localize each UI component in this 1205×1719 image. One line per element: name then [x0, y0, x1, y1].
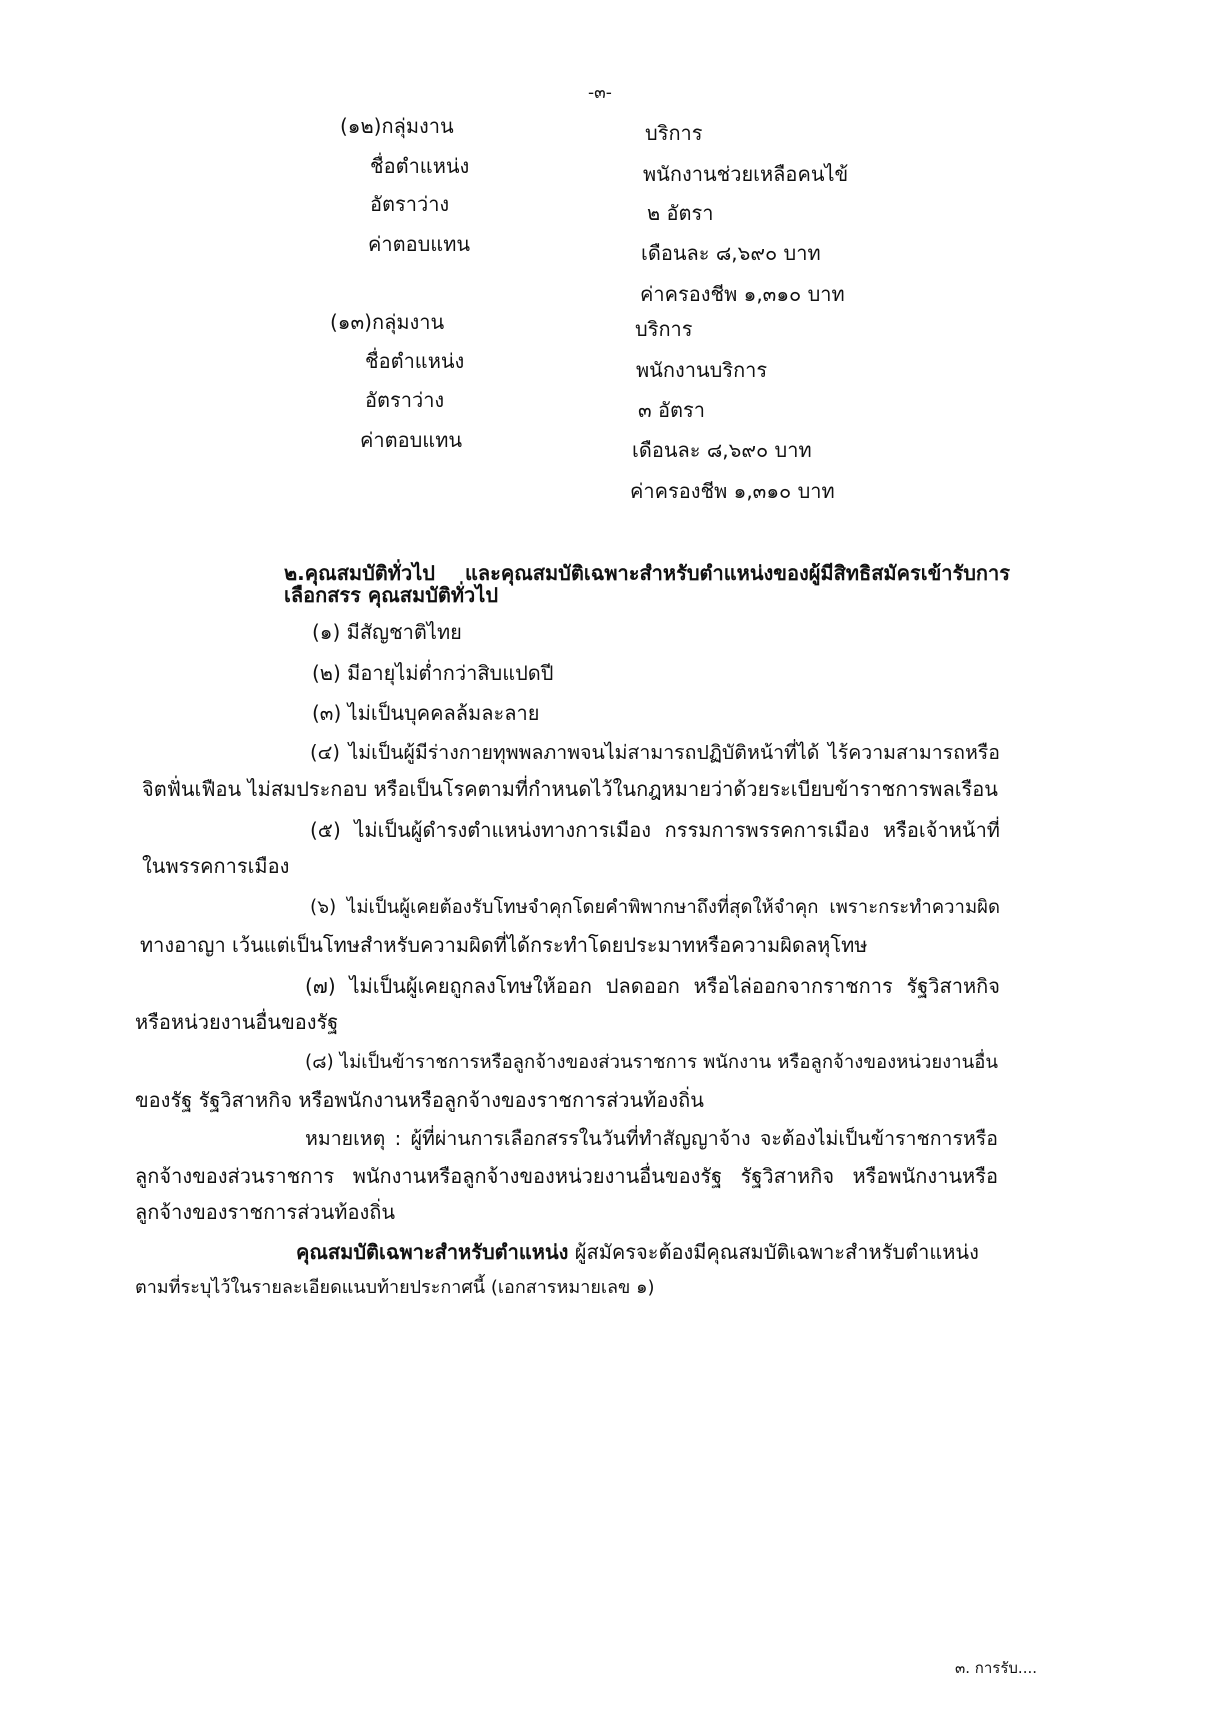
position-12-group-label: (๑๒)กลุ่มงาน [340, 114, 454, 138]
specific-qualification-heading: คุณสมบัติเฉพาะสำหรับตำแหน่ง [296, 1240, 569, 1264]
position-12-allowance-value: ค่าครองชีพ ๑,๓๑๐ บาท [640, 282, 845, 306]
qualification-item-1: (๑) มีสัญชาติไทย [312, 620, 462, 644]
position-12-title-label: ชื่อตำแหน่ง [370, 154, 470, 178]
qualification-item-5-line2: ในพรรคการเมือง [142, 854, 290, 878]
qualification-item-8-line1: (๘) ไม่เป็นข้าราชการหรือลูกจ้างของส่วนราชการ พนักงาน หรือลูกจ้างของหน่วยงานอื่น [305, 1052, 998, 1073]
position-13-title-value: พนักงานบริการ [636, 358, 768, 382]
position-13-group-label: (๑๓)กลุ่มงาน [330, 310, 445, 334]
section2-heading-line1: ๒.คุณสมบัติทั่วไป และคุณสมบัติเฉพาะสำหรับตำแหน่งของผู้มีสิทธิสมัครเข้ารับการ [284, 561, 1010, 585]
position-12-title-value: พนักงานช่วยเหลือคนไข้ [643, 162, 849, 186]
position-13-vacancy-label: อัตราว่าง [365, 388, 445, 412]
position-12-pay-label: ค่าตอบแทน [368, 232, 471, 256]
qualification-item-2: (๒) มีอายุไม่ต่ำกว่าสิบแปดปี [312, 661, 554, 685]
position-13-pay-value: เดือนละ ๘,๖๙๐ บาท [632, 438, 812, 462]
qualification-item-6-line1: (๖) ไม่เป็นผู้เคยต้องรับโทษจำคุกโดยคำพิพากษาถึงที่สุดให้จำคุก เพราะกระทำความผิด [310, 897, 1000, 918]
qualification-item-4-line1: (๔) ไม่เป็นผู้มีร่างกายทุพพลภาพจนไม่สามารถปฏิบัติหน้าที่ได้ ไร้ความสามารถหรือ [310, 741, 1000, 764]
position-12-vacancy-label: อัตราว่าง [370, 192, 450, 216]
qualification-item-6-line2: ทางอาญา เว้นแต่เป็นโทษสำหรับความผิดที่ได้กระทำโดยประมาทหรือความผิดลหุโทษ [140, 933, 868, 957]
qualification-item-3: (๓) ไม่เป็นบุคคลล้มละลาย [312, 701, 540, 725]
footer-continuation: ๓. การรับ.... [955, 1659, 1038, 1677]
note-line3: ลูกจ้างของราชการส่วนท้องถิ่น [135, 1200, 396, 1224]
position-13-title-label: ชื่อตำแหน่ง [365, 349, 465, 373]
qualification-item-7-line2: หรือหน่วยงานอื่นของรัฐ [135, 1010, 339, 1034]
qualification-item-5-line1: (๕) ไม่เป็นผู้ดำรงตำแหน่งทางการเมือง กรรมการพรรคการเมือง หรือเจ้าหน้าที่ [310, 818, 1000, 842]
page-number: -๓- [588, 83, 612, 103]
position-12-vacancy-value: ๒ อัตรา [647, 201, 714, 225]
specific-qualification-line2: ตามที่ระบุไว้ในรายละเอียดแนบท้ายประกาศนี้ (เอกสารหมายเลข ๑) [135, 1277, 655, 1298]
specific-qualification-text: ผู้สมัครจะต้องมีคุณสมบัติเฉพาะสำหรับตำแหน่ง [568, 1240, 979, 1264]
position-12-pay-value: เดือนละ ๘,๖๙๐ บาท [641, 241, 821, 265]
position-13-group-value: บริการ [635, 317, 693, 341]
position-12-group-value: บริการ [645, 121, 703, 145]
note-line2: ลูกจ้างของส่วนราชการ พนักงานหรือลูกจ้างของหน่วยงานอื่นของรัฐ รัฐวิสาหกิจ หรือพนักงานหรือ [135, 1164, 998, 1188]
position-13-vacancy-value: ๓ อัตรา [638, 398, 706, 422]
position-13-pay-label: ค่าตอบแทน [360, 428, 463, 452]
section2-heading-line2: เลือกสรร คุณสมบัติทั่วไป [284, 583, 499, 607]
position-13-allowance-value: ค่าครองชีพ ๑,๓๑๐ บาท [630, 479, 835, 503]
qualification-item-8-line2: ของรัฐ รัฐวิสาหกิจ หรือพนักงานหรือลูกจ้างของราชการส่วนท้องถิ่น [135, 1088, 704, 1112]
specific-qualification-line1 [296, 1239, 979, 1265]
qualification-item-7-line1: (๗) ไม่เป็นผู้เคยถูกลงโทษให้ออก ปลดออก หรือไล่ออกจากราชการ รัฐวิสาหกิจ [305, 974, 1000, 998]
note-line1: หมายเหตุ : ผู้ที่ผ่านการเลือกสรรในวันที่ทำสัญญาจ้าง จะต้องไม่เป็นข้าราชการหรือ [305, 1127, 998, 1150]
qualification-item-4-line2: จิตฟั่นเฟือน ไม่สมประกอบ หรือเป็นโรคตามที่กำหนดไว้ในกฎหมายว่าด้วยระเบียบข้าราชการพลเรือน [142, 777, 998, 801]
